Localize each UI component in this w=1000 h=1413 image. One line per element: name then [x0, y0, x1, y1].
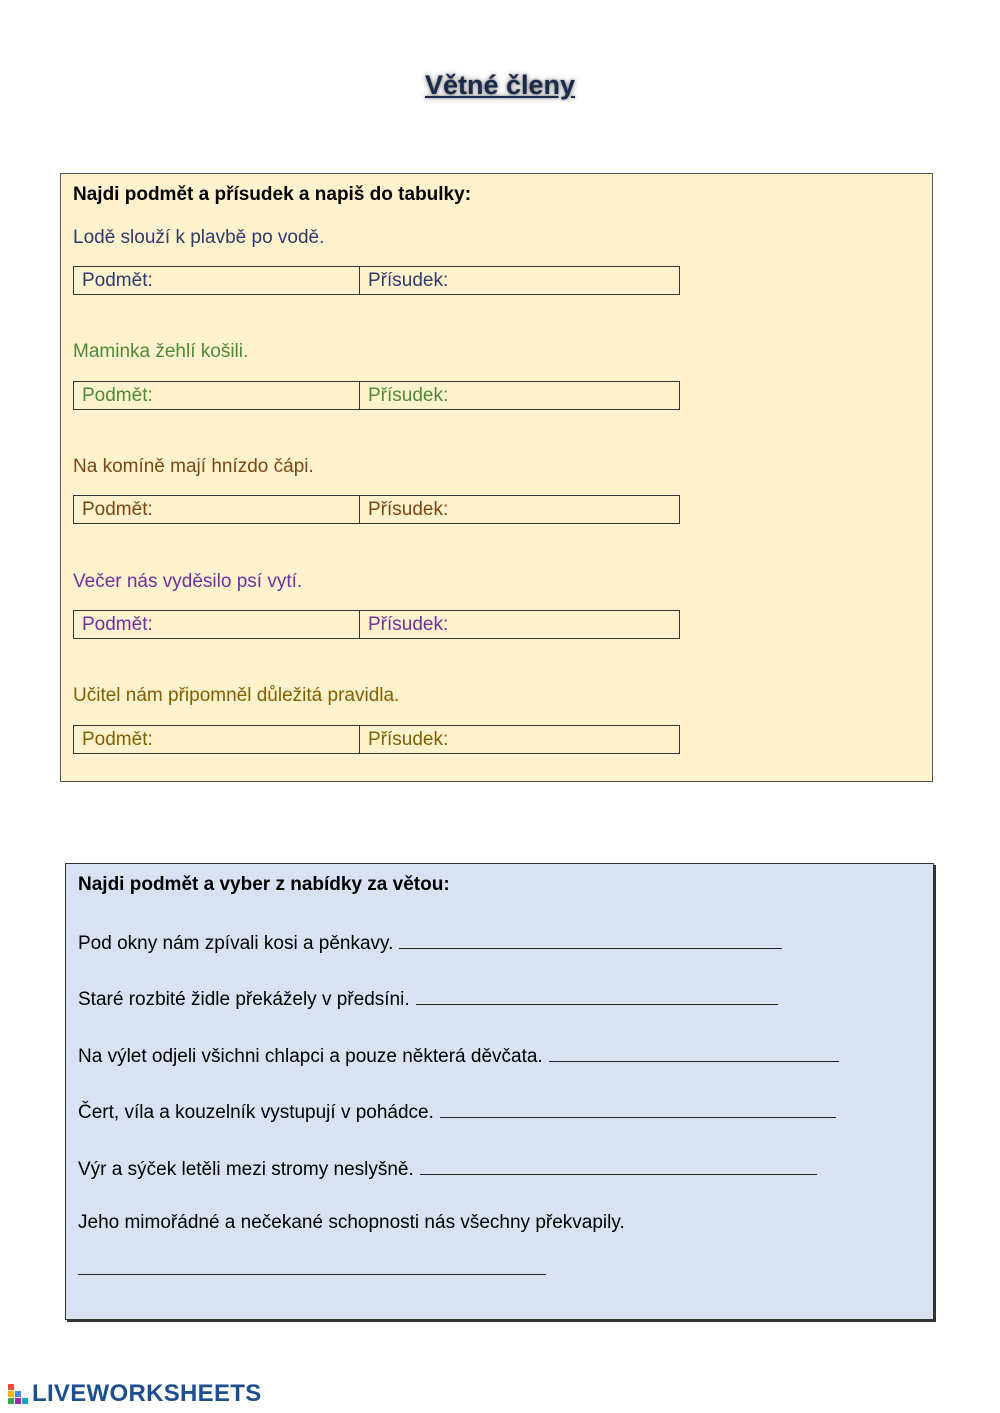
question-1-text: Pod okny nám zpívali kosi a pěnkavy. — [78, 933, 394, 954]
question-5-text: Výr a sýček letěli mezi stromy neslyšně. — [78, 1159, 414, 1180]
sentence-4: Večer nás vyděsilo psí vytí. — [73, 571, 303, 592]
predicate-field-3[interactable]: Přísudek: — [368, 499, 449, 520]
predicate-field-5[interactable]: Přísudek: — [368, 729, 449, 750]
question-5 — [78, 1156, 817, 1181]
subject-predicate-section — [60, 173, 933, 782]
subject-field-1[interactable]: Podmět: — [74, 267, 360, 294]
answer-blank-6[interactable] — [78, 1256, 546, 1275]
answer-table-2 — [73, 381, 680, 410]
brand-name: LIVEWORKSHEETS — [32, 1380, 262, 1407]
question-2 — [78, 986, 778, 1011]
predicate-field-4[interactable]: Přísudek: — [368, 614, 449, 635]
sentence-5: Učitel nám připomněl důležitá pravidla. — [73, 685, 400, 706]
predicate-field-2[interactable]: Přísudek: — [368, 385, 449, 406]
subject-field-5[interactable]: Podmět: — [74, 726, 360, 753]
subject-field-4[interactable]: Podmět: — [74, 611, 360, 638]
section2-instruction: Najdi podmět a vyber z nabídky za větou: — [78, 874, 450, 895]
question-4-text: Čert, víla a kouzelník vystupují v pohádce. — [78, 1102, 434, 1123]
question-6-answer-line — [78, 1256, 546, 1281]
section1-instruction: Najdi podmět a přísudek a napiš do tabulky: — [73, 184, 472, 205]
answer-table-1 — [73, 266, 680, 295]
question-4 — [78, 1099, 836, 1124]
liveworksheets-logo-icon — [8, 1382, 30, 1406]
answer-table-5 — [73, 725, 680, 754]
answer-blank-5[interactable] — [420, 1156, 817, 1175]
answer-blank-2[interactable] — [416, 986, 778, 1005]
question-6-text: Jeho mimořádné a nečekané schopnosti nás všechny překvapily. — [78, 1212, 625, 1233]
subject-field-3[interactable]: Podmět: — [74, 496, 360, 523]
footer-branding — [8, 1380, 262, 1408]
subject-field-2[interactable]: Podmět: — [74, 382, 360, 409]
predicate-field-1[interactable]: Přísudek: — [368, 270, 449, 291]
find-subject-section — [65, 863, 934, 1320]
question-3 — [78, 1043, 839, 1068]
answer-blank-1[interactable] — [399, 930, 782, 949]
worksheet-title: Větné členy — [424, 70, 576, 100]
question-1 — [78, 930, 782, 955]
question-6 — [78, 1212, 625, 1234]
question-3-text: Na výlet odjeli všichni chlapci a pouze některá děvčata. — [78, 1046, 543, 1067]
answer-table-4 — [73, 610, 680, 639]
answer-blank-3[interactable] — [549, 1043, 839, 1062]
sentence-2: Maminka žehlí košili. — [73, 341, 249, 362]
answer-table-3 — [73, 495, 680, 524]
sentence-1: Lodě slouží k plavbě po vodě. — [73, 227, 325, 248]
question-2-text: Staré rozbité židle překážely v předsíni. — [78, 989, 410, 1010]
sentence-3: Na komíně mají hnízdo čápi. — [73, 456, 314, 477]
answer-blank-4[interactable] — [440, 1099, 836, 1118]
